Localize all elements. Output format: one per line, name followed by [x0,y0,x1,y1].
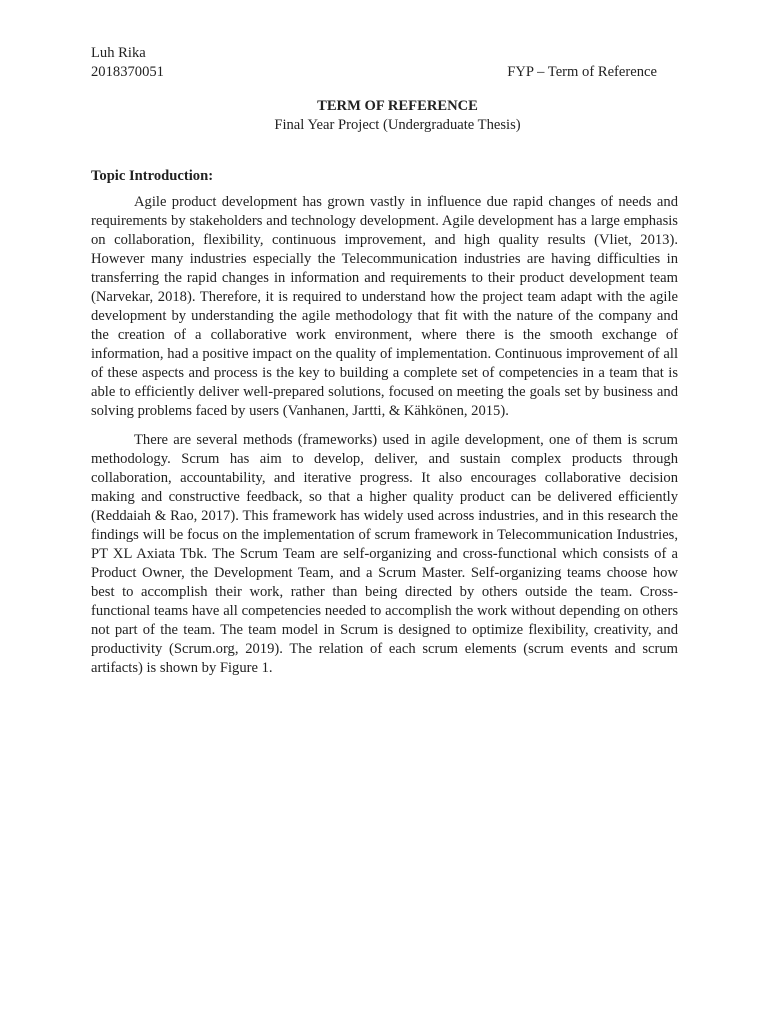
document-label: FYP – Term of Reference [507,64,657,80]
paragraph-2: There are several methods (frameworks) used in agile development, one of them is scrum methodology. Scrum has aim to develop, deliver, and sustain complex products through collaboration, accountability, and iterative progress. It also encourages collaborative decision making and constructive feedback, so that a higher quality product can be delivered efficiently (Reddaiah & Rao, 2017). This framework has widely used across industries, and in this research the findings will be focus on the implementation of scrum framework in Telecommunication Industries, PT XL Axiata Tbk. The Scrum Team are self-organizing and cross-functional which consists of a Product Owner, the Development Team, and a Scrum Master. Self-organizing teams choose how best to accomplish their work, rather than being directed by others outside the team. Cross-functional teams have all competencies needed to accomplish the work without depending on others not part of the team. The team model in Scrum is designed to optimize flexibility, creativity, and productivity (Scrum.org, 2019). The relation of each scrum elements (scrum events and scrum artifacts) is shown by Figure 1. [91,432,678,676]
document-title: TERM OF REFERENCE [317,98,478,114]
author-name: Luh Rika [91,45,146,61]
title-block [91,97,704,135]
header-row-author [91,44,657,63]
section-body [91,193,678,678]
paragraph-1: Agile product development has grown vastly in influence due rapid changes of needs and requirements by stakeholders and technology development. Agile development has a large emphasis on collaboration, flexibility, continuous improvement, and high quality results (Vliet, 2013). However many industries especially the Telecommunication industries are having difficulties in transferring the rapid changes in information and requirements to their product development team (Narvekar, 2018). Therefore, it is required to understand how the project team adapt with the agile development by understanding the agile methodology that fit with the nature of the company and the creation of a collaborative work environment, where there is the smooth exchange of information, had a positive impact on the quality of implementation. Continuous improvement of all of these aspects and process is the key to building a complete set of competencies in a team that is able to efficiently deliver well-prepared solutions, focused on meeting the goals set by business and solving problems faced by users (Vanhanen, Jartti, & Kähkönen, 2015). [91,194,678,419]
document-subtitle: Final Year Project (Undergraduate Thesis) [274,117,521,133]
header-row-id [91,63,657,82]
section-heading: Topic Introduction: [91,168,214,184]
student-id: 2018370051 [91,64,164,80]
page-header [91,44,657,82]
